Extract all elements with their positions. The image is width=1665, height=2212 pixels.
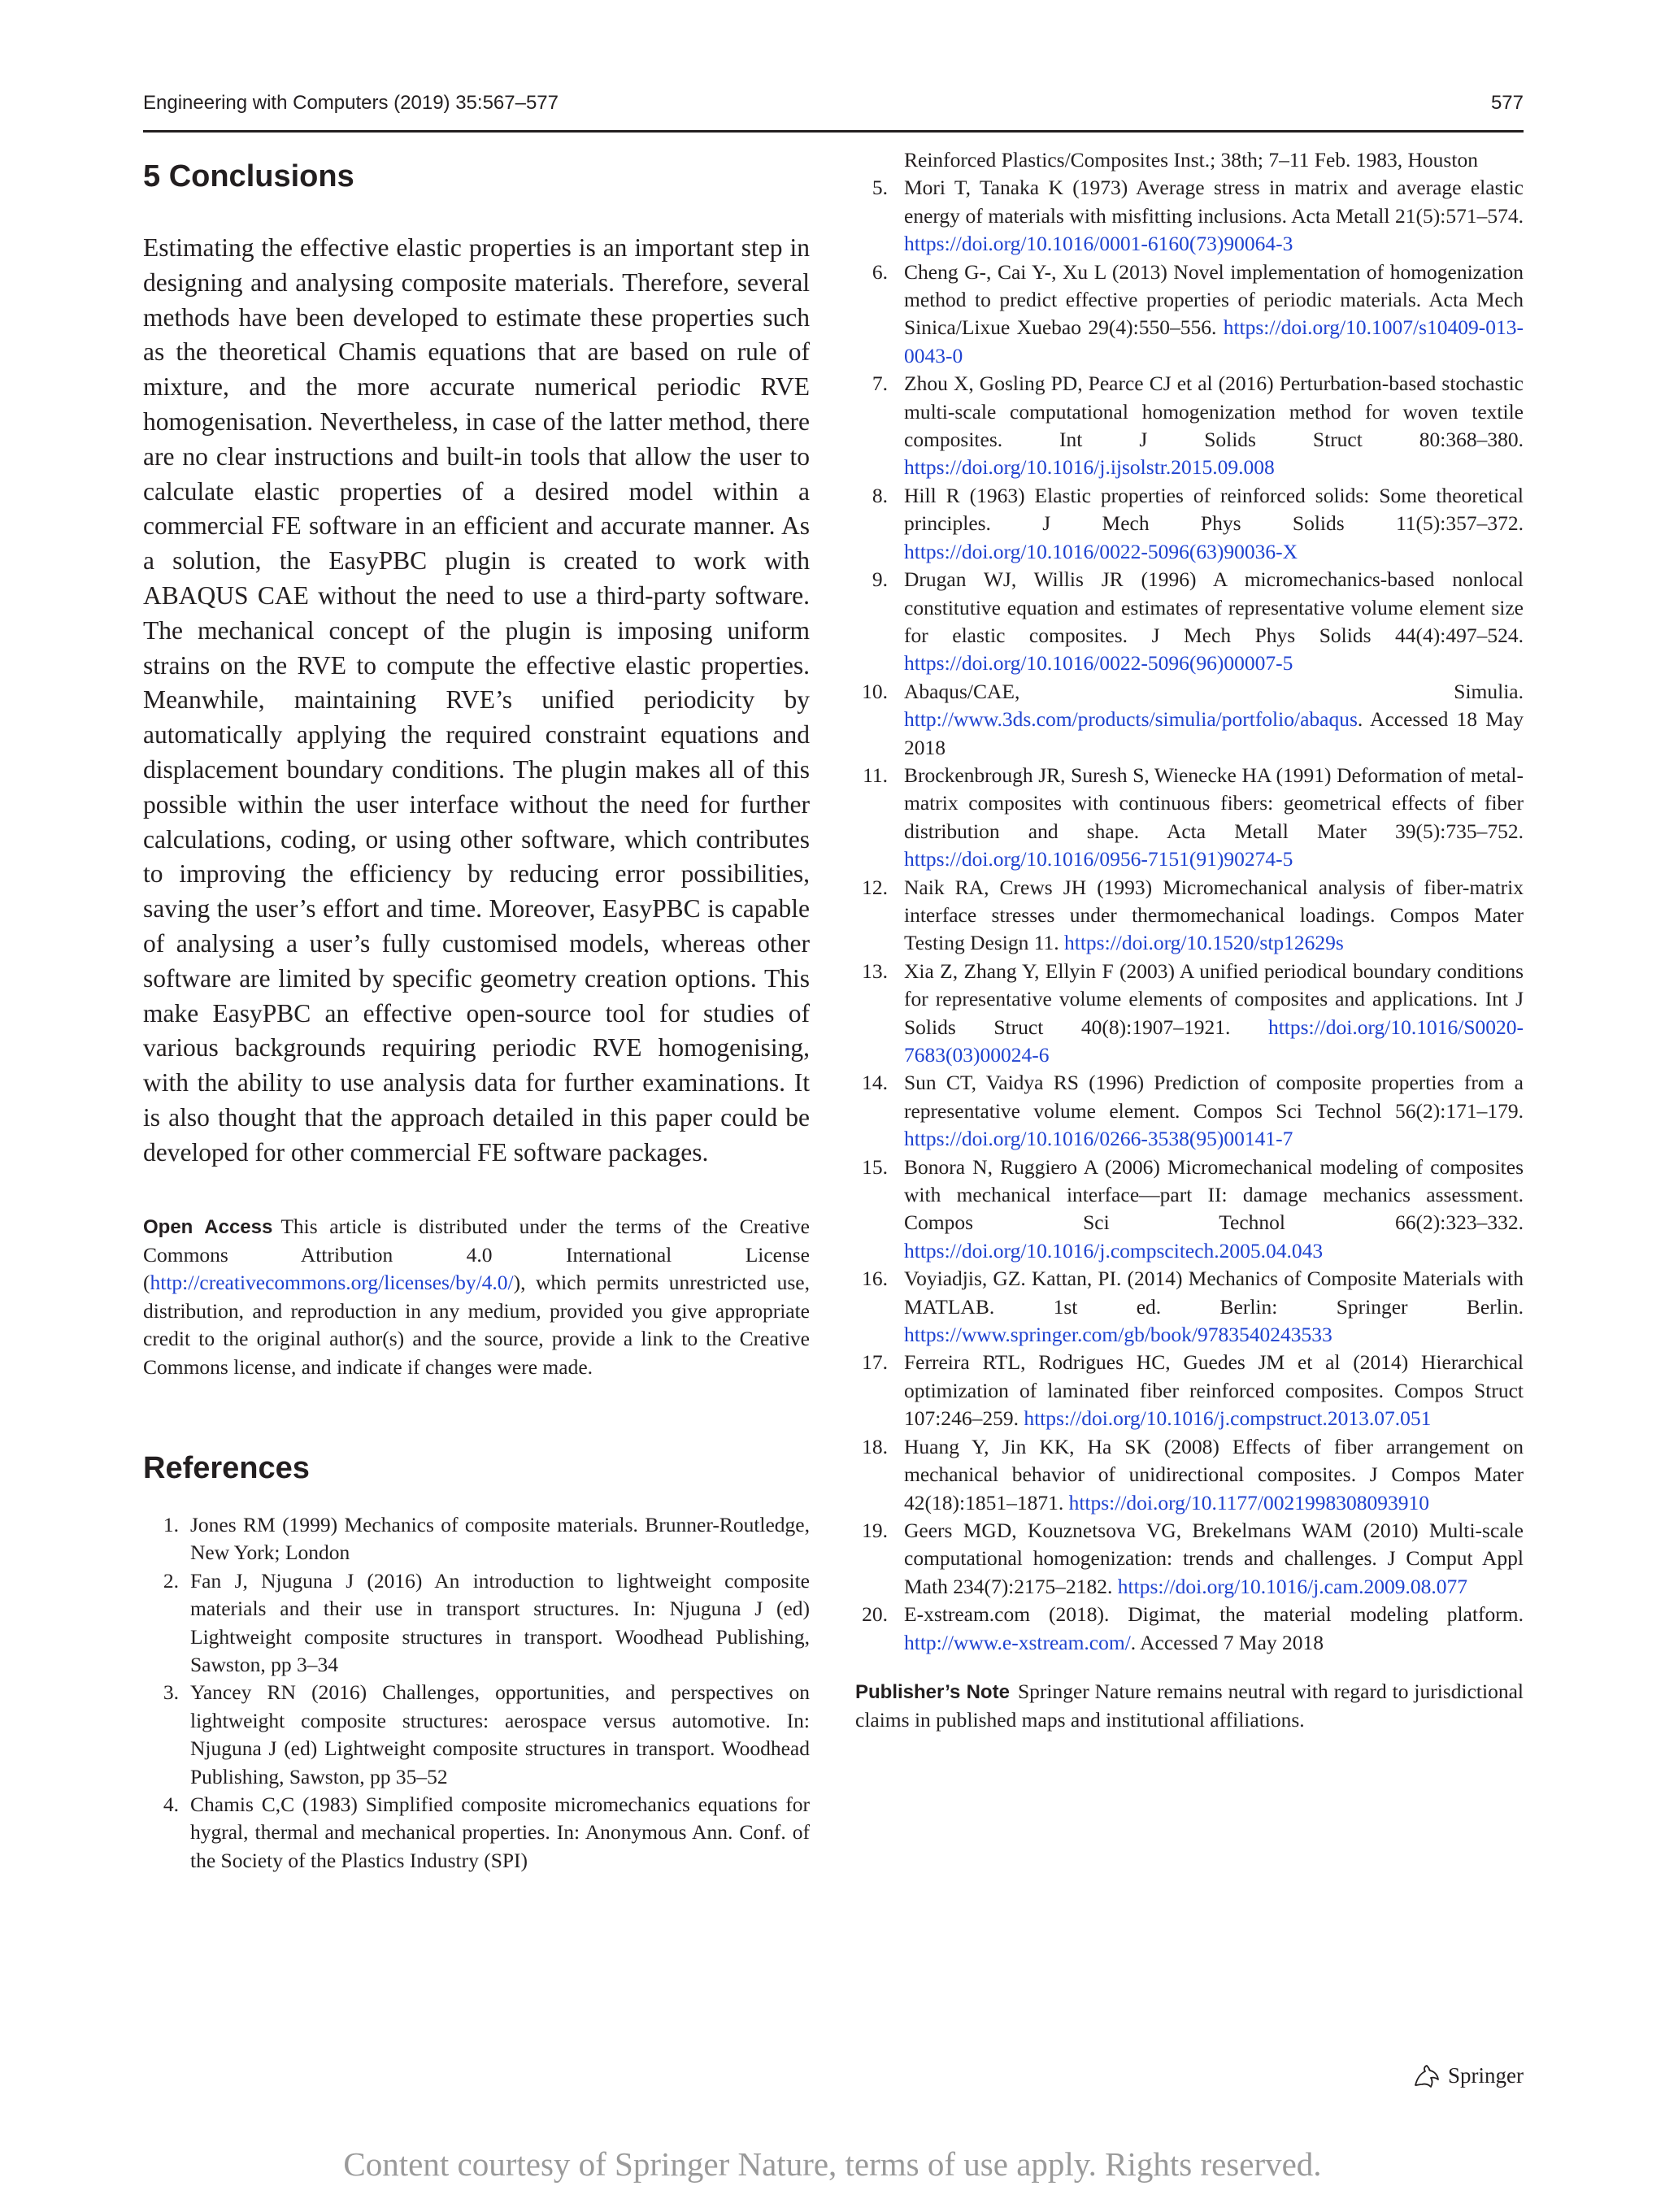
reference-number: 1. (163, 1512, 179, 1536)
reference-number: 17. (862, 1350, 888, 1375)
reference-number: 13. (862, 958, 888, 983)
reference-text-end: . Accessed 18 May 2018 (904, 707, 1524, 759)
reference-item (855, 1265, 1524, 1349)
reference-text: Abaqus/CAE, Simulia. (904, 679, 1524, 703)
reference-item (143, 1679, 810, 1791)
reference-item (855, 174, 1524, 258)
reference-link[interactable]: https://doi.org/10.1016/0001-6160(73)90064-3 (904, 232, 1293, 256)
reference-link[interactable]: https://doi.org/10.1016/j.compstruct.2013.07.051 (1024, 1406, 1432, 1431)
reference-number: 3. (163, 1680, 179, 1705)
conclusions-heading: 5 Conclusions (143, 159, 354, 193)
reference-text: Hill R (1963) Elastic properties of reinforced solids: Some theoretical principles. J Mech Phys Solids 11(5):357–372. (904, 483, 1524, 536)
reference-item (855, 1433, 1524, 1517)
reference-number: 9. (872, 567, 888, 592)
reference-text: Zhou X, Gosling PD, Pearce CJ et al (2016) Perturbation-based stochastic multi-scale computational homogenization method for woven textile composites. Int J Solids Struct 80:368–380. (904, 372, 1524, 452)
reference-item (143, 1791, 810, 1875)
left-column (143, 146, 810, 1875)
reference-link[interactable]: https://doi.org/10.1016/j.compscitech.2005.04.043 (904, 1238, 1324, 1262)
reference-link[interactable]: https://www.springer.com/gb/book/9783540243533 (904, 1323, 1332, 1347)
reference-item (855, 482, 1524, 566)
reference-item (855, 678, 1524, 762)
reference-text: Cheng G-, Cai Y-, Xu L (2013) Novel implementation of homogenization method to predict effective properties of periodic materials. Acta Mech Sinica/Lixue Xuebao 29(4):550–556. (904, 259, 1524, 340)
reference-link[interactable]: https://doi.org/10.1016/j.ijsolstr.2015.09.008 (904, 455, 1275, 480)
open-access-lead: Open Access (143, 1215, 273, 1238)
reference-item (855, 1601, 1524, 1657)
reference-link[interactable]: https://doi.org/10.1016/0266-3538(95)00141-7 (904, 1127, 1293, 1151)
copyright-watermark: Content courtesy of Springer Nature, terms of use apply. Rights reserved. (343, 2145, 1322, 2183)
reference-link[interactable]: http://www.e-xstream.com/ (904, 1630, 1131, 1654)
reference-link[interactable]: https://doi.org/10.1016/S0020-7683(03)00024-6 (904, 1015, 1524, 1067)
open-access-text-end: ), which permits unrestricted use, distribution, and reproduction in any medium, provided you give appropriate credit to the original author(s) and the source, provide a link to the Creative Commons license, and indicate if changes were made. (143, 1271, 810, 1379)
reference-link[interactable]: https://doi.org/10.1016/0022-5096(63)90036-X (904, 539, 1298, 563)
reference-list-left (143, 1511, 810, 1875)
springer-logo-text: Springer (1448, 2063, 1524, 2088)
reference-text-end: . Accessed 7 May 2018 (1130, 1630, 1324, 1654)
reference-text: Voyiadjis, GZ. Kattan, PI. (2014) Mechanics of Composite Materials with MATLAB. 1st ed. Berlin: Springer Berlin. (904, 1267, 1524, 1319)
publishers-note-text: Springer Nature remains neutral with regard to jurisdictional claims in published maps and institutional affiliations. (855, 1679, 1524, 1732)
springer-horse-icon (1412, 2064, 1441, 2088)
reference-number: 15. (862, 1154, 888, 1179)
reference-text: E-xstream.com (2018). Digimat, the material modeling platform. (904, 1602, 1524, 1627)
publishers-note (855, 1678, 1524, 1735)
reference-item (855, 566, 1524, 678)
reference-item (855, 1069, 1524, 1153)
reference-number: 5. (872, 176, 888, 200)
reference-number: 16. (862, 1267, 888, 1291)
reference-text: Huang Y, Jin KK, Ha SK (2008) Effects of fiber arrangement on mechanical behavior of unidirectional composites. J Compos Mater 42(18):1851–1871. (904, 1434, 1524, 1515)
reference-item (855, 259, 1524, 371)
reference-number: 10. (862, 679, 888, 703)
reference-number: 19. (862, 1518, 888, 1542)
reference-item (855, 874, 1524, 958)
page-number: 577 (1490, 92, 1524, 114)
reference-number: 4. (163, 1793, 179, 1817)
reference-text: Geers MGD, Kouznetsova VG, Brekelmans WAM (2010) Multi-scale computational homogenization: trends and challenges. J Comput Appl Math 234(7):2175–2182. (904, 1518, 1524, 1598)
reference-text: Drugan WJ, Willis JR (1996) A micromechanics-based nonlocal constitutive equation and estimates of representative volume element size for elastic composites. J Mech Phys Solids 44(4):497–524. (904, 567, 1524, 647)
reference-item (855, 958, 1524, 1070)
open-access-note (143, 1213, 810, 1381)
reference-text: Jones RM (1999) Mechanics of composite materials. Brunner-Routledge, New York; London (190, 1512, 810, 1565)
reference-item (143, 1511, 810, 1567)
reference-item (855, 1517, 1524, 1601)
license-link[interactable]: http://creativecommons.org/licenses/by/4.0/ (150, 1271, 514, 1295)
reference-link[interactable]: https://doi.org/10.1007/s10409-013-0043-0 (904, 315, 1524, 367)
reference-item (855, 1349, 1524, 1432)
open-access-text: This article is distributed under the terms of the Creative Commons Attribution 4.0 International License ( (143, 1214, 811, 1295)
reference-link[interactable]: https://doi.org/10.1016/0956-7151(91)90274-5 (904, 847, 1293, 871)
reference-number: 7. (872, 372, 888, 396)
reference-link[interactable]: https://doi.org/10.1016/0022-5096(96)00007-5 (904, 651, 1293, 676)
reference-number: 12. (862, 875, 888, 899)
reference-list-right (855, 174, 1524, 1657)
reference-item (855, 1154, 1524, 1266)
reference-item (855, 762, 1524, 874)
reference-number: 11. (863, 763, 888, 787)
reference-text: Xia Z, Zhang Y, Ellyin F (2003) A unified periodical boundary conditions for representative volume elements of composites and applications. Int J Solids Struct 40(8):1907–1921. (904, 958, 1524, 1039)
reference-link[interactable]: http://www.3ds.com/products/simulia/portfolio/abaqus (904, 707, 1358, 732)
conclusions-body: Estimating the effective elastic properties is an important step in designing and analysing composite materials. Therefore, several methods have been developed to estimate these properties such as the theoretical Chamis equations that are based on rule of mixture, and the more accurate numerical periodic RVE homogenisation. Nevertheless, in case of the latter method, there are no clear instructions and built-in tools that allow the user to calculate elastic properties of a desired model within a commercial FE software in an efficient and accurate manner. As a solution, the EasyPBC plugin is created to work with ABAQUS CAE without the need to use a third-party software. The mechanical concept of the plugin is imposing uniform strains on the RVE to compute the effective elastic properties. Meanwhile, maintaining RVE’s unified periodicity by automatically applying the required constraint equations and displacement boundary conditions. The plugin makes all of this possible within the user interface without the need for further calculations, coding, or using other software, which contributes to improving the efficiency by reducing error possibilities, saving the user’s effort and time. Moreover, EasyPBC is capable of analysing a user’s fully customised models, whereas other software are limited by specific geometry creation options. This make EasyPBC an effective open-source tool for studies of various backgrounds requiring periodic RVE homogenising, with the ability to use analysis data for further examinations. It is also thought that the approach detailed in this paper could be developed for other commercial FE software packages. (143, 233, 810, 1167)
reference-item (143, 1567, 810, 1680)
springer-logo (1412, 2063, 1524, 2088)
running-header (143, 89, 1524, 133)
reference-text: Yancey RN (2016) Challenges, opportunities, and perspectives on lightweight composite structures: aerospace versus automotive. In: Njuguna J (ed) Lightweight composite structures in transport. Woodhead Publishing, Sawston, pp 35–52 (190, 1680, 810, 1788)
publishers-note-lead: Publisher’s Note (855, 1680, 1010, 1703)
reference-number: 20. (862, 1602, 888, 1627)
reference-text: Fan J, Njuguna J (2016) An introduction to lightweight composite materials and their use in transport structures. In: Njuguna J (ed) Lightweight composite structures in transport. Woodhead Publishing, Sawston, pp 3–34 (190, 1568, 810, 1676)
references-heading: References (143, 1450, 310, 1485)
reference-text: Chamis C,C (1983) Simplified composite micromechanics equations for hygral, thermal and mechanical properties. In: Anonymous Ann. Conf. of the Society of the Plastics Industry (SPI) (190, 1793, 810, 1872)
reference-text: Brockenbrough JR, Suresh S, Wienecke HA (1991) Deformation of metal-matrix composites with continuous fibers: geometrical effects of fiber distribution and shape. Acta Metall Mater 39(5):735–752. (904, 763, 1524, 843)
reference-number: 18. (862, 1434, 888, 1458)
right-column (855, 146, 1524, 1735)
reference-number: 6. (872, 259, 888, 284)
journal-citation: Engineering with Computers (2019) 35:567–577 (143, 92, 559, 114)
reference-number: 14. (862, 1071, 888, 1095)
reference-text: Mori T, Tanaka K (1973) Average stress in matrix and average elastic energy of materials with misfitting inclusions. Acta Metall 21(5):571–574. (904, 176, 1524, 228)
reference-link[interactable]: https://doi.org/10.1520/stp12629s (1064, 931, 1344, 955)
reference-text: Bonora N, Ruggiero A (2006) Micromechanical modeling of composites with mechanical interface—part II: damage mechanics assessment. Compos Sci Technol 66(2):323–332. (904, 1154, 1524, 1235)
reference-number: 2. (163, 1568, 179, 1593)
reference-item (855, 370, 1524, 482)
reference-link[interactable]: https://doi.org/10.1016/j.cam.2009.08.077 (1117, 1574, 1467, 1598)
reference-text: Sun CT, Vaidya RS (1996) Prediction of composite properties from a representative volume element. Compos Sci Technol 56(2):171–179. (904, 1071, 1524, 1123)
reference-link[interactable]: https://doi.org/10.1177/0021998308093910 (1068, 1490, 1430, 1515)
reference-4-continued: Reinforced Plastics/Composites Inst.; 38th; 7–11 Feb. 1983, Houston (904, 148, 1478, 172)
reference-number: 8. (872, 483, 888, 507)
reference-text: Naik RA, Crews JH (1993) Micromechanical analysis of fiber-matrix interface stresses under thermomechanical loadings. Compos Mater Testing Design 11. (904, 875, 1524, 955)
reference-text: Ferreira RTL, Rodrigues HC, Guedes JM et al (2014) Hierarchical optimization of laminated fiber reinforced composites. Compos Struct 107:246–259. (904, 1350, 1524, 1431)
